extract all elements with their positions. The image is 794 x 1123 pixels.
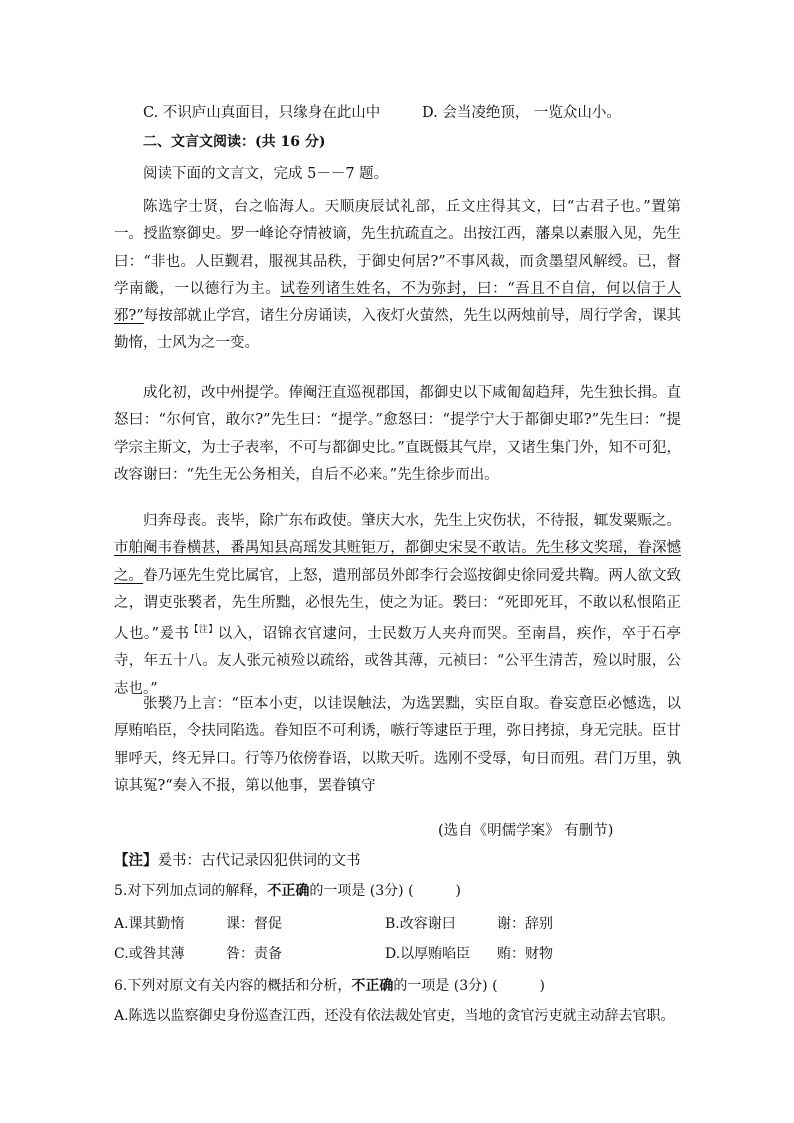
- p1-text-a: 陈选字士贤，台之临海人。天顺庚辰试礼部，丘文庄得其文，曰“古君子也。”置第一。授监察御史。罗一峰论夺情被谪，先生抗疏直之。出按江西，藩臬以素服入见，先生曰：“非也。人臣觐君，服视其品秩，于御史何居?”不事风裁，而贪墨望风解绶。已，督学南畿，一以德行为主。: [114, 199, 681, 297]
- q5-option-b-gloss: 谢：辞别: [497, 916, 553, 932]
- q5-option-d-gloss: 贿：财物: [497, 946, 553, 962]
- q5-option-a-gloss: 课：督促: [226, 916, 282, 932]
- p3-text-b: 眷乃诬先生党比属官，上怒，遣刑部员外郎李行会巡按御史徐同爱共鞫。两人欲文致之，谓吏张褧者，先生所黜，必恨先生，使之为证。褧曰：“死即死耳，不敢以私恨陷正人也。”爰书: [114, 567, 682, 643]
- q5-option-c-term: C.或咎其薄: [114, 946, 185, 962]
- option-d: D. 会当凌绝顶， 一览众山小。: [422, 105, 621, 121]
- q6-option-a: A.陈选以监察御史身份巡查江西，还没有依法裁处官吏，当地的贪官污吏就主动辞去官职。: [114, 1008, 675, 1024]
- p3-underlined-sentence: 市舶阉韦眷横甚，番禺知县高瑶发其赃钜万，都御史宋旻不敢诘。先生移文奖瑶，眷深憾之。: [114, 540, 681, 584]
- q6-stem-a: 6.下列对原文有关内容的概括和分析，: [114, 978, 352, 994]
- q5-stem-b: 的一项是 (3分) ( ): [309, 883, 462, 899]
- note-marker: 【注】: [189, 625, 218, 636]
- passage-paragraph-4: 张褧乃上言：“臣本小吏，以诖误触法，为选罢黜，实臣自取。眷妄意臣必憾选，以厚贿啗臣，令扶同陷选。眷知臣不可利诱，嗾行等逮臣于理，弥日拷掠，身无完肤。臣甘罪呼天，终无异口。行等乃依傍眷语，以欺天听。选刚不受辱，旬日而殂。君门万里，孰谅其冤?“奏入不报，第以他事，罢眷镇守: [114, 696, 681, 794]
- question-5-stem: [114, 881, 461, 901]
- q6-stem-b: 的一项是 (3分) ( ): [393, 978, 546, 994]
- footnote: [114, 851, 361, 871]
- passage-paragraph-2: 成化初，改中州提学。俸阉汪直巡视郡国，都御史以下咸匍匐趋拜，先生独长揖。直怒曰：“尔何官，敢尔?”先生曰：“提学。”愈怒曰：“提学宁大于都御史耶?”先生曰：“提学宗主斯文，为士子表率，不可与都御史比。”直既慑其气岸，又诸生集门外，知不可犯，改容谢曰：“先生无公务相关，自后不必来。”先生徐步而出。: [114, 385, 681, 483]
- passage-paragraph-1: [114, 194, 681, 358]
- passage-source: (选自《明儒学案》 有删节): [438, 823, 614, 839]
- p1-underlined-sentence: 试卷列诸生姓名，不为弥封，曰：“吾且不自信，何以信于人邪?”: [114, 280, 682, 325]
- q6-stem-bold: 不正确: [351, 978, 394, 994]
- footnote-text: 爰书：古代记录囚犯供词的文书: [157, 853, 361, 869]
- option-c: C. 不识庐山真面目，只缘身在此山中: [143, 105, 381, 121]
- q5-stem-bold: 不正确: [267, 883, 310, 899]
- passage-paragraph-3: [114, 508, 681, 703]
- q5-option-c-gloss: 咎：责备: [226, 946, 282, 962]
- p3-text-a: 归奔母丧。丧毕，除广东布政使。肇庆大水，先生上灾伤状，不待报，辄发粟赈之。: [143, 513, 681, 529]
- q5-stem-a: 5.对下列加点词的解释，: [114, 883, 268, 899]
- question-6-stem: [114, 976, 545, 996]
- p3-text-c: 以入，诏锦衣官逮问，士民数万人夹舟而哭。至南昌，疾作，卒于石亭寺，年五十八。友人张元祯殓以疏绤，或咎其薄，元祯曰：“公平生清苦，殓以时服，公志也。”: [114, 626, 681, 697]
- section-instruction: 阅读下面的文言文，完成 5－－7 题。: [143, 166, 389, 182]
- q5-option-a-term: A.课其勤惰: [114, 916, 185, 932]
- p1-text-b: 每按部就止学宫，诸生分房诵读，入夜灯火萤然，先生以两烛前导，周行学舍，课其勤惰，士风为之一变。: [114, 308, 682, 352]
- footnote-label: 【注】: [114, 852, 158, 869]
- section-title: 二、文言文阅读：(共 16 分): [143, 134, 326, 150]
- q5-option-b-term: B.改容谢曰: [385, 916, 456, 932]
- q5-option-d-term: D.以厚贿啗臣: [385, 946, 471, 962]
